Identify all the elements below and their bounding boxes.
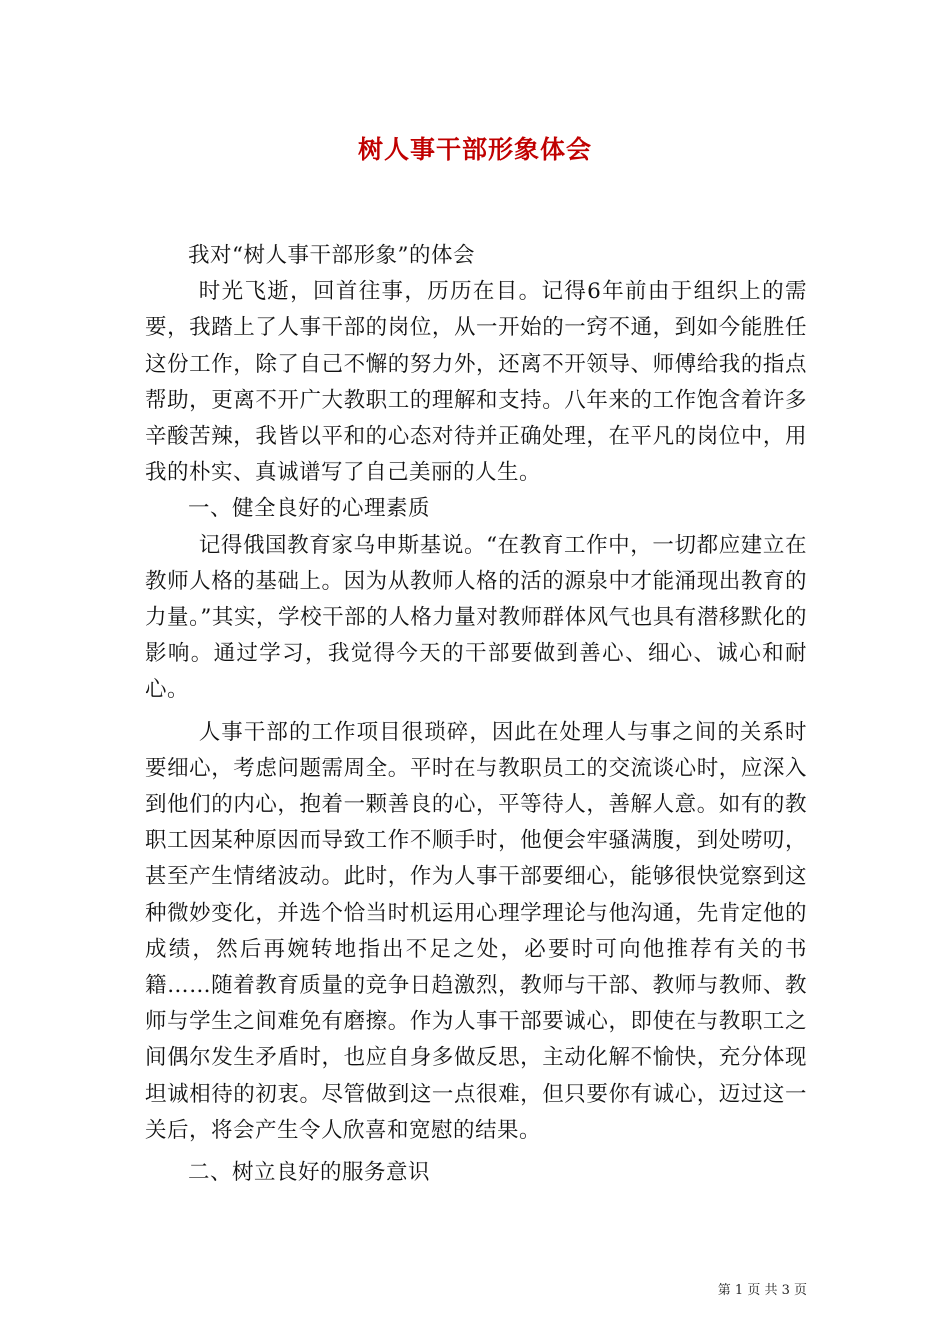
page-footer: 第 1 页 共 3 页 bbox=[717, 1283, 807, 1298]
paragraph-subtitle: 我对“树人事干部形象”的体会 bbox=[188, 243, 475, 268]
section-heading-2: 二、树立良好的服务意识 bbox=[188, 1160, 431, 1186]
document-body bbox=[145, 238, 807, 1191]
paragraph-quote: 记得俄国教育家乌申斯基说。“在教育工作中，一切都应建立在教师人格的基础上。因为从教师人格的活的源泉中才能涌现出教育的力量。”其实，学校干部的人格力量对教师群体风气也具有潜移默化的影响。通过学习，我觉得今天的干部要做到善心、细心、诚心和耐心。 bbox=[145, 532, 807, 703]
paragraph-details: 人事干部的工作项目很琐碎，因此在处理人与事之间的关系时要细心，考虑问题需周全。平时在与教职员工的交流谈心时，应深入到他们的内心，抱着一颗善良的心，平等待人，善解人意。如有的教职工因某种原因而导致工作不顺手时，他便会牢骚满腹，到处唠叨，甚至产生情绪波动。此时，作为人事干部要细心，能够很快觉察到这种微妙变化，并选个恰当时机运用心理学理论与他沟通，先肯定他的成绩，然后再婉转地指出不足之处，必要时可向他推荐有关的书籍……随着教育质量的竞争日趋激烈，教师与干部、教师与教师、教师与学生之间难免有磨擦。作为人事干部要诚心，即使在与教职工之间偶尔发生矛盾时，也应自身多做反思，主动化解不愉快，充分体现坦诚相待的初衷。尽管做到这一点很难，但只要你有诚心，迈过这一关后，将会产生令人欣喜和宽慰的结果。 bbox=[145, 719, 807, 1143]
section-heading-1: 一、健全良好的心理素质 bbox=[188, 496, 431, 522]
paragraph-intro: 时光飞逝，回首往事，历历在目。记得6年前由于组织上的需要，我踏上了人事干部的岗位，从一开始的一窍不通，到如今能胜任这份工作，除了自己不懈的努力外，还离不开领导、师傅给我的指点帮助，更离不开广大教职工的理解和支持。八年来的工作饱含着许多辛酸苦辣，我皆以平和的心态对待并正确处理，在平凡的岗位中，用我的朴实、真诚谱写了自己美丽的人生。 bbox=[145, 279, 807, 486]
document-title: 树人事干部形象体会 bbox=[357, 135, 592, 164]
